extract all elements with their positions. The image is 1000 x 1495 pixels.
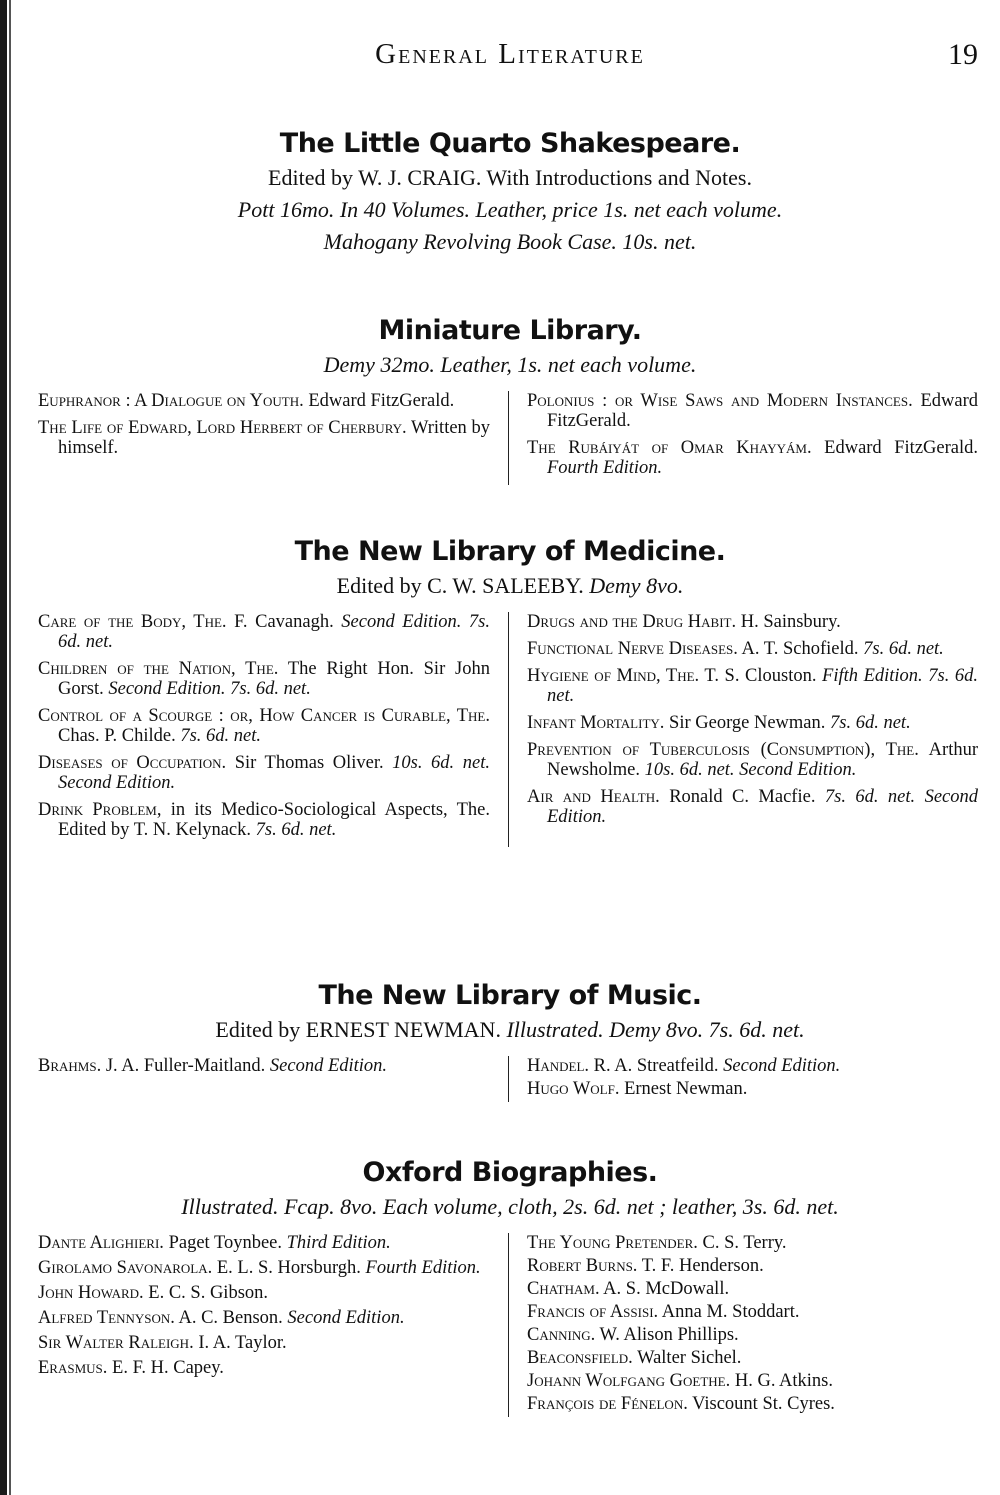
book-entry: Girolamo Savonarola. E. L. S. Horsburgh. Fourth Edition. (38, 1258, 481, 1278)
running-head-title: General Literature (375, 38, 645, 70)
book-entry: Erasmus. E. F. H. Capey. (38, 1358, 224, 1378)
section-miniature-library (38, 313, 982, 485)
book-entry: The Life of Edward, Lord Herbert of Cherbury. Written by himself. (38, 418, 490, 458)
right-column (508, 1233, 978, 1417)
section-shakespeare (38, 126, 982, 258)
book-entry: Canning. W. Alison Phillips. (527, 1325, 739, 1345)
book-entry: The Young Pretender. C. S. Terry. (527, 1233, 787, 1253)
section-title: Miniature Library. (378, 315, 642, 346)
book-entry: Beaconsfield. Walter Sichel. (527, 1348, 742, 1368)
book-entry: Control of a Scourge : or, How Cancer is Curable, The. Chas. P. Childe. 7s. 6d. net. (38, 706, 490, 746)
section-title: The New Library of Medicine. (294, 536, 726, 567)
left-column (38, 612, 508, 847)
left-column (38, 1233, 508, 1417)
book-entry: Euphranor : A Dialogue on Youth. Edward FitzGerald. (38, 391, 455, 411)
left-column (38, 1056, 508, 1102)
book-entry: Hygiene of Mind, The. T. S. Clouston. Fifth Edition. 7s. 6d. net. (527, 666, 979, 706)
book-entry: Alfred Tennyson. A. C. Benson. Second Edition. (38, 1308, 405, 1328)
book-entry: Air and Health. Ronald C. Macfie. 7s. 6d. net. Second Edition. (527, 787, 978, 827)
left-column (38, 391, 508, 485)
section-title: The New Library of Music. (318, 980, 702, 1011)
book-entry: Chatham. A. S. McDowall. (527, 1279, 730, 1299)
running-head (38, 38, 982, 78)
book-entry: John Howard. E. C. S. Gibson. (38, 1283, 269, 1303)
binding-edge-shadow (9, 0, 11, 1495)
page-number: 19 (948, 38, 978, 71)
book-entry: Children of the Nation, The. The Right Hon. Sir John Gorst. Second Edition. 7s. 6d. net. (38, 659, 490, 699)
editor-line: Edited by C. W. SALEEBY. Demy 8vo. (336, 573, 684, 598)
book-entry: Sir Walter Raleigh. I. A. Taylor. (38, 1333, 287, 1353)
book-entry: Drink Problem, in its Medico-Sociological Aspects, The. Edited by T. N. Kelynack. 7s. 6d. net. (38, 800, 490, 840)
book-entry: Diseases of Occupation. Sir Thomas Oliver. 10s. 6d. net. Second Edition. (38, 753, 490, 793)
book-entry: Francis of Assisi. Anna M. Stoddart. (527, 1302, 800, 1322)
entry-columns (38, 1056, 982, 1102)
book-entry: Robert Burns. T. F. Henderson. (527, 1256, 764, 1276)
right-column (508, 612, 978, 847)
section-oxford-biographies (38, 1155, 982, 1417)
section-title: The Little Quarto Shakespeare. (279, 128, 741, 159)
right-column (508, 1056, 978, 1102)
format-line: Illustrated. Fcap. 8vo. Each volume, cloth, 2s. 6d. net ; leather, 3s. 6d. net. (181, 1194, 839, 1219)
format-line: Pott 16mo. In 40 Volumes. Leather, price 1s. net each volume. (237, 197, 783, 222)
book-entry: Drugs and the Drug Habit. H. Sainsbury. (527, 612, 841, 632)
book-entry: Handel. R. A. Streatfeild. Second Edition. (527, 1056, 841, 1076)
entry-columns (38, 612, 982, 847)
book-entry: Polonius : or Wise Saws and Modern Instances. Edward FitzGerald. (527, 391, 978, 431)
book-entry: François de Fénelon. Viscount St. Cyres. (527, 1394, 835, 1414)
book-entry: Brahms. J. A. Fuller-Maitland. Second Edition. (38, 1056, 388, 1076)
binding-edge (0, 0, 7, 1495)
section-title: Oxford Biographies. (362, 1157, 658, 1188)
format-line: Demy 32mo. Leather, 1s. net each volume. (323, 352, 697, 377)
book-entry: Dante Alighieri. Paget Toynbee. Third Edition. (38, 1233, 391, 1253)
entry-columns (38, 391, 982, 485)
book-entry: Infant Mortality. Sir George Newman. 7s. 6d. net. (527, 713, 911, 733)
book-entry: Hugo Wolf. Ernest Newman. (527, 1079, 748, 1099)
book-entry: Johann Wolfgang Goethe. H. G. Atkins. (527, 1371, 834, 1391)
entry-columns (38, 1233, 982, 1417)
book-entry: Care of the Body, The. F. Cavanagh. Second Edition. 7s. 6d. net. (38, 612, 491, 652)
book-entry: Functional Nerve Diseases. A. T. Schofield. 7s. 6d. net. (527, 639, 944, 659)
right-column (508, 391, 978, 485)
editor-line: Edited by W. J. CRAIG. With Introductions and Notes. (268, 165, 752, 190)
bookcase-line: Mahogany Revolving Book Case. 10s. net. (323, 229, 697, 254)
section-library-of-medicine (38, 534, 982, 847)
section-library-of-music (38, 978, 982, 1102)
book-entry: Prevention of Tuberculosis (Consumption), The. Arthur Newsholme. 10s. 6d. net. Second Edition. (527, 740, 978, 780)
editor-line: Edited by ERNEST NEWMAN. Illustrated. Demy 8vo. 7s. 6d. net. (215, 1017, 805, 1042)
book-entry: The Rubáiyát of Omar Khayyám. Edward FitzGerald. Fourth Edition. (527, 438, 978, 478)
